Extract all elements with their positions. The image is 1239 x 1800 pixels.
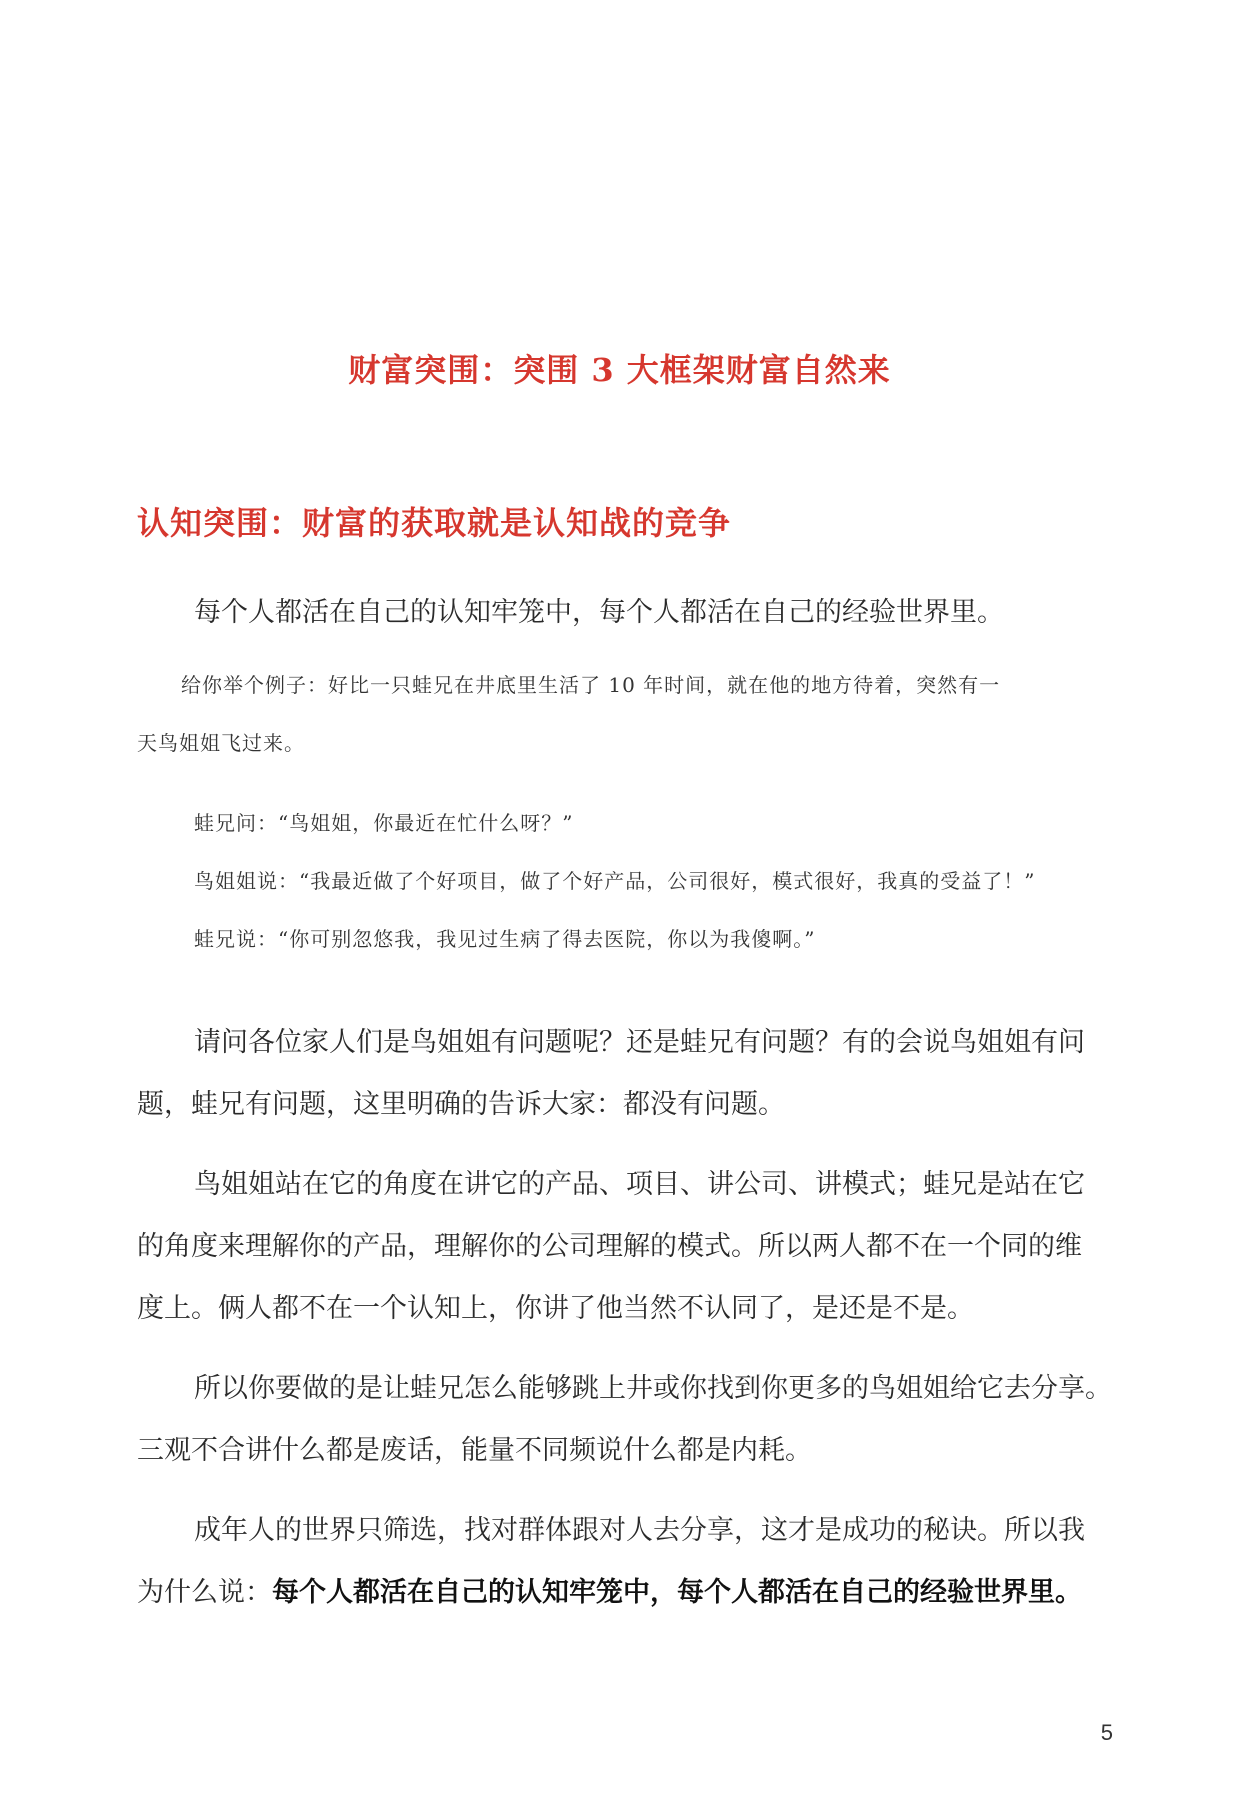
paragraph-line: 题，蛙兄有问题，这里明确的告诉大家：都没有问题。 bbox=[137, 1089, 785, 1120]
dialogue-block bbox=[137, 794, 1137, 968]
page-title: 财富突围：突围 3 大框架财富自然来 bbox=[348, 351, 891, 389]
paragraph-line: 所以你要做的是让蛙兄怎么能够跳上井或你找到你更多的鸟姐姐给它去分享。 bbox=[194, 1373, 1112, 1404]
paragraph-conclusion bbox=[137, 1500, 1137, 1624]
intro-paragraph bbox=[137, 590, 1137, 629]
conclusion-prefix: 为什么说： bbox=[137, 1577, 272, 1608]
paragraph-line: 三观不合讲什么都是废话，能量不同频说什么都是内耗。 bbox=[137, 1435, 812, 1466]
paragraph-line: 的角度来理解你的产品，理解你的公司理解的模式。所以两人都不在一个同的维 bbox=[137, 1231, 1082, 1262]
paragraph-question bbox=[137, 1012, 1137, 1136]
paragraph-perspective bbox=[137, 1154, 1137, 1340]
paragraph-line: 请问各位家人们是鸟姐姐有问题呢？还是蛙兄有问题？有的会说鸟姐姐有问 bbox=[194, 1027, 1085, 1058]
paragraph-advice bbox=[137, 1358, 1137, 1482]
dialogue-line: 鸟姐姐说：“我最近做了个好项目，做了个好产品，公司很好，模式很好，我真的受益了！” bbox=[194, 869, 1036, 893]
dialogue-line: 蛙兄说：“你可别忽悠我，我见过生病了得去医院，你以为我傻啊。” bbox=[194, 927, 816, 951]
conclusion-emphasis: 每个人都活在自己的认知牢笼中，每个人都活在自己的经验世界里。 bbox=[272, 1577, 1082, 1608]
paragraph-line: 鸟姐姐站在它的角度在讲它的产品、项目、讲公司、讲模式；蛙兄是站在它 bbox=[194, 1169, 1085, 1200]
example-line-1: 给你举个例子：好比一只蛙兄在井底里生活了 10 年时间，就在他的地方待着，突然有一 bbox=[181, 673, 1001, 697]
paragraph-line: 度上。俩人都不在一个认知上，你讲了他当然不认同了，是还是不是。 bbox=[137, 1293, 974, 1324]
paragraph-line: 成年人的世界只筛选，找对群体跟对人去分享，这才是成功的秘诀。所以我 bbox=[194, 1515, 1085, 1546]
example-paragraph bbox=[137, 656, 1137, 772]
example-line-2: 天鸟姐姐飞过来。 bbox=[137, 731, 305, 755]
intro-text: 每个人都活在自己的认知牢笼中，每个人都活在自己的经验世界里。 bbox=[194, 597, 1004, 628]
dialogue-line: 蛙兄问：“鸟姐姐，你最近在忙什么呀？” bbox=[194, 811, 574, 835]
section-heading: 认知突围：财富的获取就是认知战的竞争 bbox=[137, 504, 732, 542]
page-number: 5 bbox=[1100, 1720, 1113, 1745]
paragraph-line bbox=[137, 1562, 1137, 1624]
